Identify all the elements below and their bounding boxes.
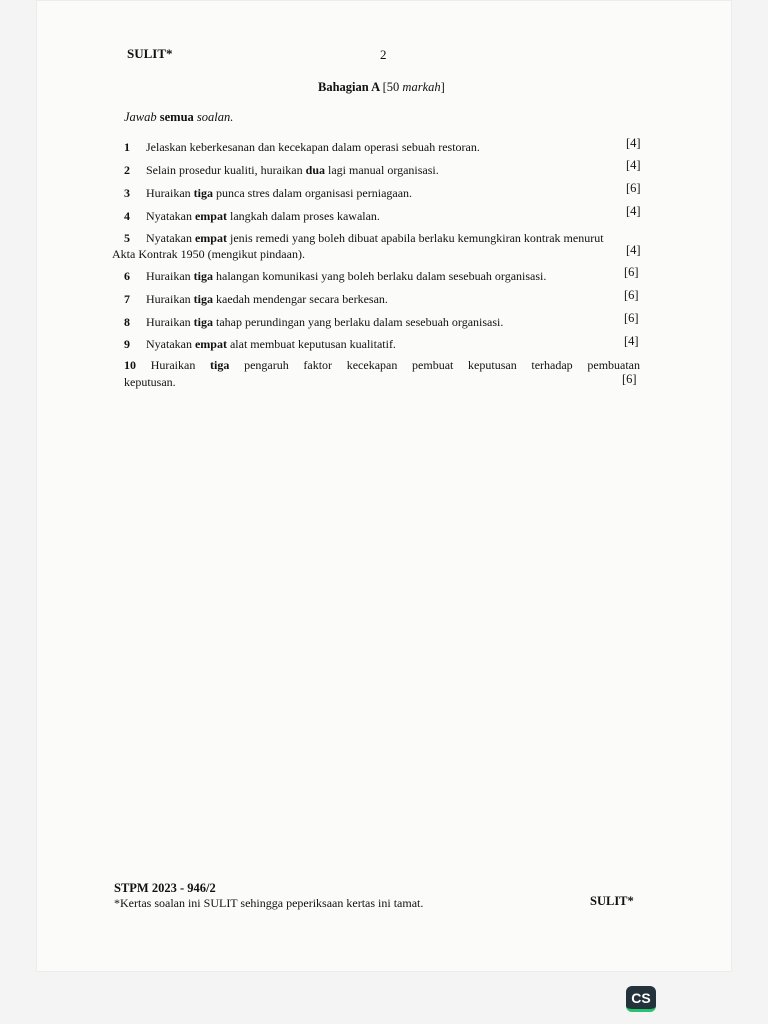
question-text: Huraikan bbox=[146, 292, 191, 306]
question-text-post: halangan komunikasi yang boleh berlaku dalam sesebuah organisasi. bbox=[216, 269, 547, 283]
question-keyword: empat bbox=[194, 209, 227, 223]
footer-classification: SULIT* bbox=[590, 894, 634, 908]
question-number: 7 bbox=[124, 292, 130, 306]
question-number: 6 bbox=[124, 269, 130, 283]
question-5-line-2: Akta Kontrak 1950 (mengikut pindaan). bbox=[112, 247, 305, 261]
question-3 bbox=[124, 186, 412, 201]
question-9 bbox=[124, 337, 396, 352]
instruction-italic: Jawab bbox=[124, 110, 157, 124]
section-marks-word: markah bbox=[402, 80, 441, 94]
question-mark: [4] bbox=[626, 158, 641, 172]
question-text-post: kaedah mendengar secara berkesan. bbox=[216, 292, 388, 306]
question-keyword: empat bbox=[194, 337, 227, 351]
question-text-post: lagi manual organisasi. bbox=[328, 163, 439, 177]
question-10-line-2: keputusan. bbox=[124, 375, 176, 389]
section-name: Bahagian A bbox=[318, 80, 380, 94]
question-number: 2 bbox=[124, 163, 130, 177]
question-mark: [4] bbox=[626, 204, 641, 218]
question-2 bbox=[124, 163, 439, 178]
question-7 bbox=[124, 292, 388, 307]
instruction-bold: semua bbox=[159, 110, 194, 124]
question-mark: [4] bbox=[626, 243, 641, 257]
question-number: 4 bbox=[124, 209, 130, 223]
question-keyword: tiga bbox=[193, 292, 213, 306]
question-8 bbox=[124, 315, 503, 330]
question-5 bbox=[124, 231, 604, 246]
question-number: 5 bbox=[124, 231, 130, 245]
page-number: 2 bbox=[380, 47, 387, 62]
question-1 bbox=[124, 140, 480, 155]
question-mark: [4] bbox=[624, 334, 639, 348]
section-marks-close: ] bbox=[440, 80, 445, 94]
header-classification: SULIT* bbox=[127, 46, 173, 61]
question-text-post: jenis remedi yang boleh dibuat apabila berlaku kemungkiran kontrak menurut bbox=[229, 231, 604, 245]
question-text-post: tahap perundingan yang berlaku dalam sesebuah organisasi. bbox=[216, 315, 504, 329]
question-text-post: pengaruh faktor kecekapan pembuat keputusan terhadap pembuatan bbox=[244, 358, 641, 372]
question-text: Huraikan bbox=[146, 186, 191, 200]
question-number: 3 bbox=[124, 186, 130, 200]
instruction bbox=[124, 110, 233, 125]
camscanner-logo-icon: CS bbox=[626, 986, 656, 1012]
question-6 bbox=[124, 269, 546, 284]
question-10 bbox=[124, 358, 640, 373]
question-mark: [6] bbox=[626, 181, 641, 195]
question-keyword: tiga bbox=[193, 315, 213, 329]
question-keyword: tiga bbox=[193, 186, 213, 200]
question-text-post: punca stres dalam organisasi perniagaan. bbox=[216, 186, 413, 200]
question-mark: [6] bbox=[624, 288, 639, 302]
question-4 bbox=[124, 209, 380, 224]
question-text: Jelaskan keberkesanan dan kecekapan dalam operasi sebuah restoran. bbox=[146, 140, 480, 154]
question-number: 10 bbox=[124, 358, 136, 372]
confidential-notice: *Kertas soalan ini SULIT sehingga peperiksaan kertas ini tamat. bbox=[114, 896, 424, 910]
question-number: 1 bbox=[124, 140, 130, 154]
question-text: Huraikan bbox=[146, 315, 191, 329]
question-mark: [4] bbox=[626, 136, 641, 150]
question-text: Selain prosedur kualiti, huraikan bbox=[146, 163, 303, 177]
section-title bbox=[318, 80, 445, 95]
exam-code: STPM 2023 - 946/2 bbox=[114, 881, 216, 895]
question-keyword: tiga bbox=[210, 358, 230, 372]
question-text-post: langkah dalam proses kawalan. bbox=[229, 209, 380, 223]
question-keyword: dua bbox=[305, 163, 325, 177]
question-text-post: alat membuat keputusan kualitatif. bbox=[229, 337, 396, 351]
question-keyword: empat bbox=[194, 231, 227, 245]
question-text: Nyatakan bbox=[146, 231, 192, 245]
question-mark: [6] bbox=[624, 265, 639, 279]
question-text: Nyatakan bbox=[146, 337, 192, 351]
section-marks-open: [50 bbox=[382, 80, 400, 94]
question-number: 8 bbox=[124, 315, 130, 329]
question-keyword: tiga bbox=[193, 269, 213, 283]
question-text: Huraikan bbox=[150, 358, 196, 372]
question-mark: [6] bbox=[624, 311, 639, 325]
question-text: Nyatakan bbox=[146, 209, 192, 223]
question-mark: [6] bbox=[622, 372, 637, 386]
question-text: Huraikan bbox=[146, 269, 191, 283]
question-number: 9 bbox=[124, 337, 130, 351]
instruction-italic-2: soalan. bbox=[196, 110, 234, 124]
